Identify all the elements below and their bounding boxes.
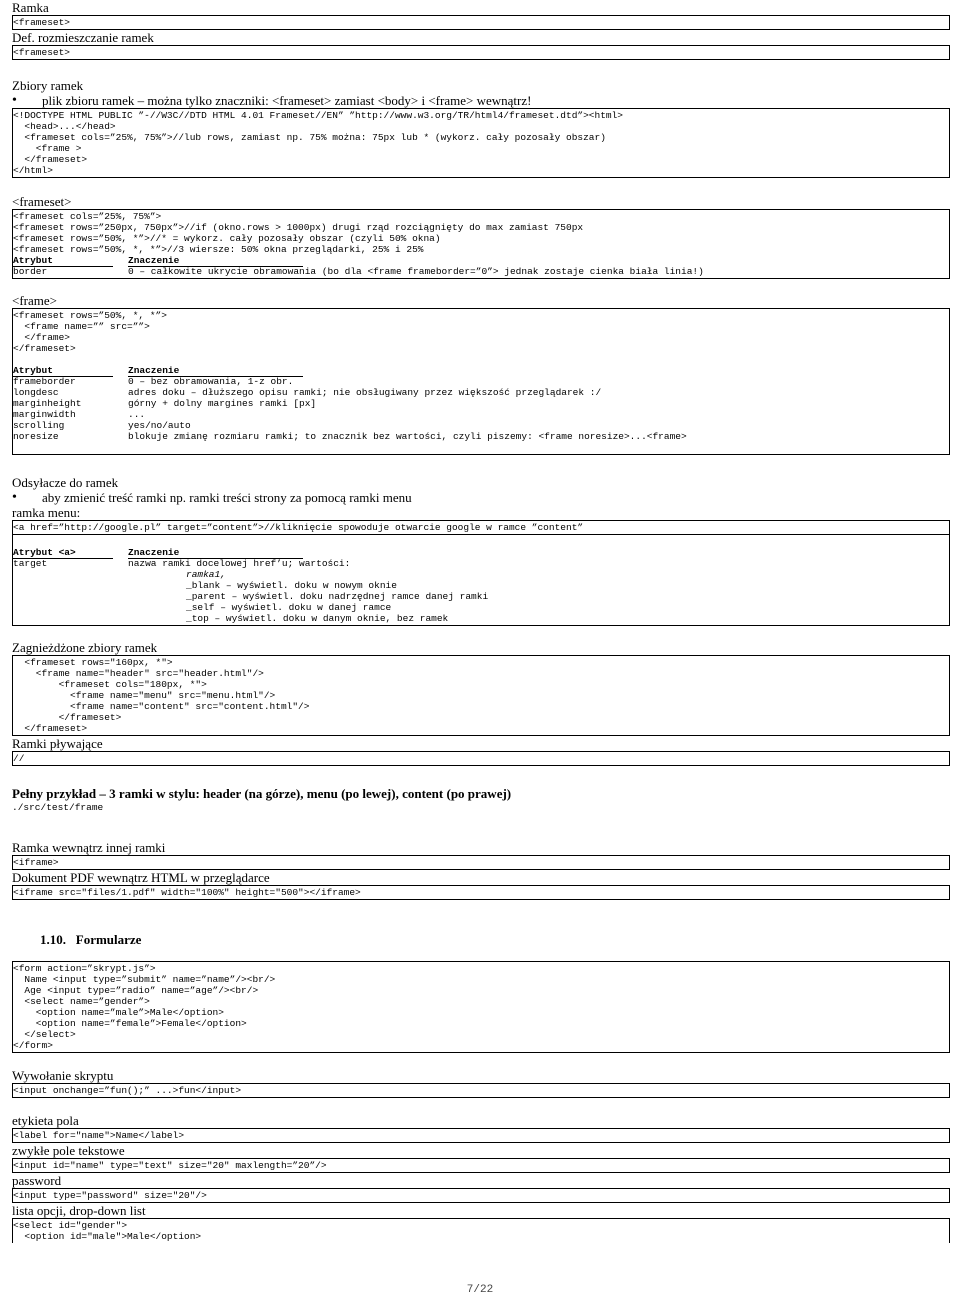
path-example: ./src/test/frame — [12, 802, 104, 813]
heading-ramka: Ramka — [12, 0, 49, 15]
section-number: 1.10. — [40, 932, 66, 947]
attr-table-frameset: Atrybut Znaczenie border 0 – całkowite ukrycie obramowania (bo dla <frame frameborder=”0”> jednak zostaje cienka biała linia!) — [13, 255, 704, 277]
code-frameset-2: <frameset> — [12, 45, 950, 60]
attr-table-anchor: Atrybut <a> Znaczenie target nazwa ramki docelowej href’u; wartości: ramka1, _blank – wyświetl. doku w nowym oknie _parent – wyświetl. doku nadrzędnej ramce danej ramki _self – wyświetl. doku w danej ramce _top – wyświetl. doku w danym oknie, bez ramek — [12, 535, 950, 626]
code-label: <label for="name">Name</label> — [12, 1128, 950, 1143]
heading-pelny-przyklad: Pełny przykład – 3 ramki w stylu: header (na górze), menu (po lewej), content (po prawej) — [12, 786, 512, 801]
code-iframe-comment: // — [12, 751, 950, 766]
heading-ramki-plywajace: Ramki pływające — [12, 736, 103, 751]
document-page — [12, 0, 950, 1243]
heading-frame: <frame> — [12, 293, 57, 308]
code-anchor-target: <a href=”http://google.pl” target=”content”>//kliknięcie spowoduje otwarcie google w ramce ”content” — [12, 520, 950, 535]
heading-def: Def. rozmieszczanie ramek — [12, 30, 154, 45]
code-onchange: <input onchange=”fun();” ...>fun</input> — [12, 1083, 950, 1098]
code-iframe: <iframe> — [12, 855, 950, 870]
code-frameset-1: <frameset> — [12, 15, 950, 30]
heading-etykieta: etykieta pola — [12, 1113, 79, 1128]
heading-lista-opcji: lista opcji, drop-down list — [12, 1203, 146, 1218]
section-title: Formularze — [75, 932, 142, 947]
code-nested-frameset: <frameset rows="160px, *"> <frame name="header" src="header.html"/> <frameset cols="180px, *"> <frame name="menu" src="menu.html"/> <frame name="content" src="content.html"/> </frameset> </frameset> — [12, 655, 950, 736]
code-password-input: <input type="password" size="20"/> — [12, 1188, 950, 1203]
heading-pole-tekstowe: zwykłe pole tekstowe — [12, 1143, 125, 1158]
code-frameset-examples: <frameset cols=”25%, 75%”> <frameset rows=”250px, 750px”>//if (okno.rows > 1000px) drugi rząd rozciągnięty do max zamiast 750px <frameset rows=”50%, *”>//* = wykorz. cały pozosały obszar (czyli 50% okna) <frameset rows=”50%, *, *”>//3 wiersze: 50% okna przeglądarki, 25% i 25% Atrybut Znaczenie border 0 – całkowite ukrycie obramowania (bo dla <frame frameborder=”0”> jednak zostaje cienka biała linia!) — [12, 209, 950, 279]
heading-odsylacze: Odsyłacze do ramek — [12, 475, 119, 490]
heading-password: password — [12, 1173, 62, 1188]
code-form: <form action=”skrypt.js”> Name <input type=”submit” name=”name”/><br/> Age <input type=”radio” name=”age”/><br/> <select name=”gender”> <option name=”male”>Male</option> <option name=”female”>Female</option> </select> </form> — [12, 961, 950, 1053]
code-select: <select id="gender"> <option id="male">Male</option> — [12, 1218, 950, 1243]
code-frame: <frameset rows=”50%, *, *”> <frame name=”” src=””> </frame> </frameset> Atrybut Znaczenie frameborder 0 – bez obramowania, 1-z obr. longdesc adres doku – dłuższego opisu ramki; nie obsługiwany przez większość przeglądarek :/ marginheight górny + dolny margines ramki [px] marginwidth ... scrolling yes/no/auto noresize blokuje zmianę rozmiaru ramki; to znacznik bez wartości, czyli piszemy: <frame noresize>...<frame> — [12, 308, 950, 455]
code-text-input: <input id="name" type="text" size="20" maxlength=”20”/> — [12, 1158, 950, 1173]
code-doctype: <!DOCTYPE HTML PUBLIC ”-//W3C//DTD HTML 4.01 Frameset//EN” ”http://www.w3.org/TR/html4/frameset.dtd”><html> <head>...</head> <frameset cols=”25%, 75%”>//lub rows, zamiast np. 75% można: 75px lub * (wykorz. cały pozosały obszar) <frame > </frameset> </html> — [12, 108, 950, 178]
heading-wywolanie: Wywołanie skryptu — [12, 1068, 114, 1083]
heading-ramka-wewnatrz: Ramka wewnątrz innej ramki — [12, 840, 166, 855]
bullet-odsylacze: • aby zmienić treść ramki np. ramki treści strony za pomocą ramki menu — [12, 490, 950, 505]
heading-zagniezdzone: Zagnieżdżone zbiory ramek — [12, 640, 158, 655]
heading-zbiory-ramek: Zbiory ramek — [12, 78, 84, 93]
attr-table-frame: Atrybut Znaczenie frameborder 0 – bez obramowania, 1-z obr. longdesc adres doku – dłuższego opisu ramki; nie obsługiwany przez większość przeglądarek :/ marginheight górny + dolny margines ramki [px] marginwidth ... scrolling yes/no/auto noresize blokuje zmianę rozmiaru ramki; to znacznik bez wartości, czyli piszemy: <frame noresize>...<frame> — [13, 365, 687, 442]
label-ramka-menu: ramka menu: — [12, 505, 81, 520]
bullet-zbiory: • plik zbioru ramek – można tylko znaczniki: <frameset> zamiast <body> i <frame> wewnątrz! — [12, 93, 950, 108]
code-iframe-pdf: <iframe src="files/1.pdf" width="100%" height="500"></iframe> — [12, 885, 950, 900]
heading-frameset: <frameset> — [12, 194, 72, 209]
heading-formularze — [12, 932, 950, 947]
page-number: 7/22 — [466, 1284, 494, 1296]
heading-pdf: Dokument PDF wewnątrz HTML w przeglądarce — [12, 870, 270, 885]
